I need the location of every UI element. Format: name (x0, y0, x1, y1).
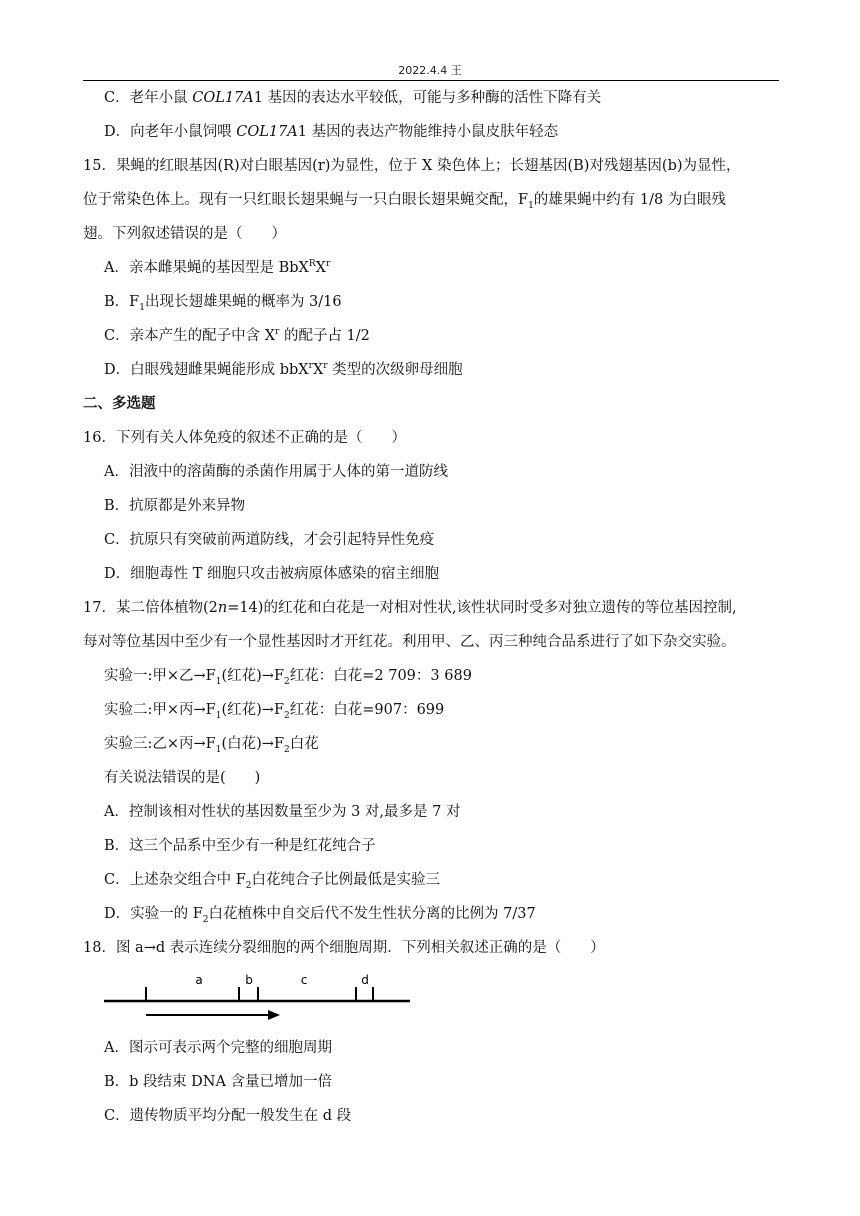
q16-option-a: A．泪液中的溶菌酶的杀菌作用属于人体的第一道防线 (104, 464, 448, 480)
q15-option-c: C．亲本产生的配子中含 $X^r$ 的配子占 1/2 (104, 327, 370, 344)
segment-label-c: c (300, 973, 308, 987)
segment-label-a: a (195, 973, 203, 987)
q17-option-b: B．这三个品系中至少有一种是红花纯合子 (104, 838, 376, 854)
q17-experiment-2: 实验二:甲×丙$\to F_1$(红花)$\to F_2$红花：白花=907：699 (104, 702, 445, 721)
q17-experiment-1: 实验一:甲×乙$\to F_1$(红花)$\to F_2$红花：白花=2 709：3 689 (104, 668, 472, 687)
q16-option-c: C．抗原只有突破前两道防线，才会引起特异性免疫 (104, 532, 435, 548)
q15-stem-line-3: 翅。下列叙述错误的是（ ） (83, 226, 286, 242)
segment-label-b: b (245, 973, 253, 987)
section-heading-multiple-choice: 二、多选题 (83, 396, 156, 412)
q17-option-a: A．控制该相对性状的基因数量至少为 3 对,最多是 7 对 (104, 804, 461, 820)
segment-label-d: d (361, 973, 369, 987)
q17-stem-line-2: 每对等位基因中至少有一个显性基因时才开红花。利用甲、乙、丙三种纯合品系进行了如下杂交实验。 (83, 634, 736, 650)
q16-stem: 16．下列有关人体免疫的叙述不正确的是（ ） (83, 430, 406, 446)
cell-cycle-diagram (100, 965, 420, 1025)
q15-stem-line-1: 15．果蝇的红眼基因(R)对白眼基因(r)为显性，位于 X 染色体上；长翅基因(B)对残翅基因(b)为显性， (83, 158, 741, 174)
q17-option-d: D．实验一的 $F_2$白花植株中自交后代不发生性状分离的比例为 7/37 (104, 906, 536, 925)
q18-option-a: A．图示可表示两个完整的细胞周期 (104, 1040, 332, 1056)
q14-option-d: D．向老年小鼠饲喂 COL17A1 基因的表达产物能维持小鼠皮肤年轻态 (104, 124, 559, 140)
q17-stem-line-1: 17．某二倍体植物(2n=14)的红花和白花是一对相对性状,该性状同时受多对独立遗传的等位基因控制, (83, 600, 737, 616)
q16-option-d: D．细胞毒性 T 细胞只攻击被病原体感染的宿主细胞 (104, 566, 440, 582)
page-header: 2022.4.4 王 (398, 64, 462, 77)
direction-arrow-head (268, 1010, 280, 1020)
q15-stem-line-2: 位于常染色体上。现有一只红眼长翅果蝇与一只白眼长翅果蝇交配，$F_1$的雄果蝇中约有 1/8 为白眼残 (83, 192, 726, 211)
q18-option-c: C．遗传物质平均分配一般发生在 d 段 (104, 1108, 352, 1124)
q15-option-d: D．白眼残翅雌果蝇能形成 $bbX^rX^r$ 类型的次级卵母细胞 (104, 361, 463, 378)
q18-option-b: B．b 段结束 DNA 含量已增加一倍 (104, 1074, 333, 1090)
header-rule (83, 80, 779, 81)
q17-experiment-3: 实验三:乙×丙$\to F_1$(白花)$\to F_2$白花 (104, 736, 319, 755)
q15-option-b: B．$F_1$出现长翅雄果蝇的概率为 3/16 (104, 294, 342, 313)
q17-question: 有关说法错误的是( ) (104, 770, 261, 786)
q18-stem: 18．图 a→d 表示连续分裂细胞的两个细胞周期．下列相关叙述正确的是（ ） (83, 940, 605, 956)
q17-option-c: C．上述杂交组合中 $F_2$白花纯合子比例最低是实验三 (104, 872, 440, 891)
q16-option-b: B．抗原都是外来异物 (104, 498, 246, 514)
q15-option-a: A．亲本雌果蝇的基因型是 $BbX^RX^r$ (104, 259, 331, 276)
q14-option-c: C．老年小鼠 COL17A1 基因的表达水平较低，可能与多种酶的活性下降有关 (104, 90, 602, 106)
